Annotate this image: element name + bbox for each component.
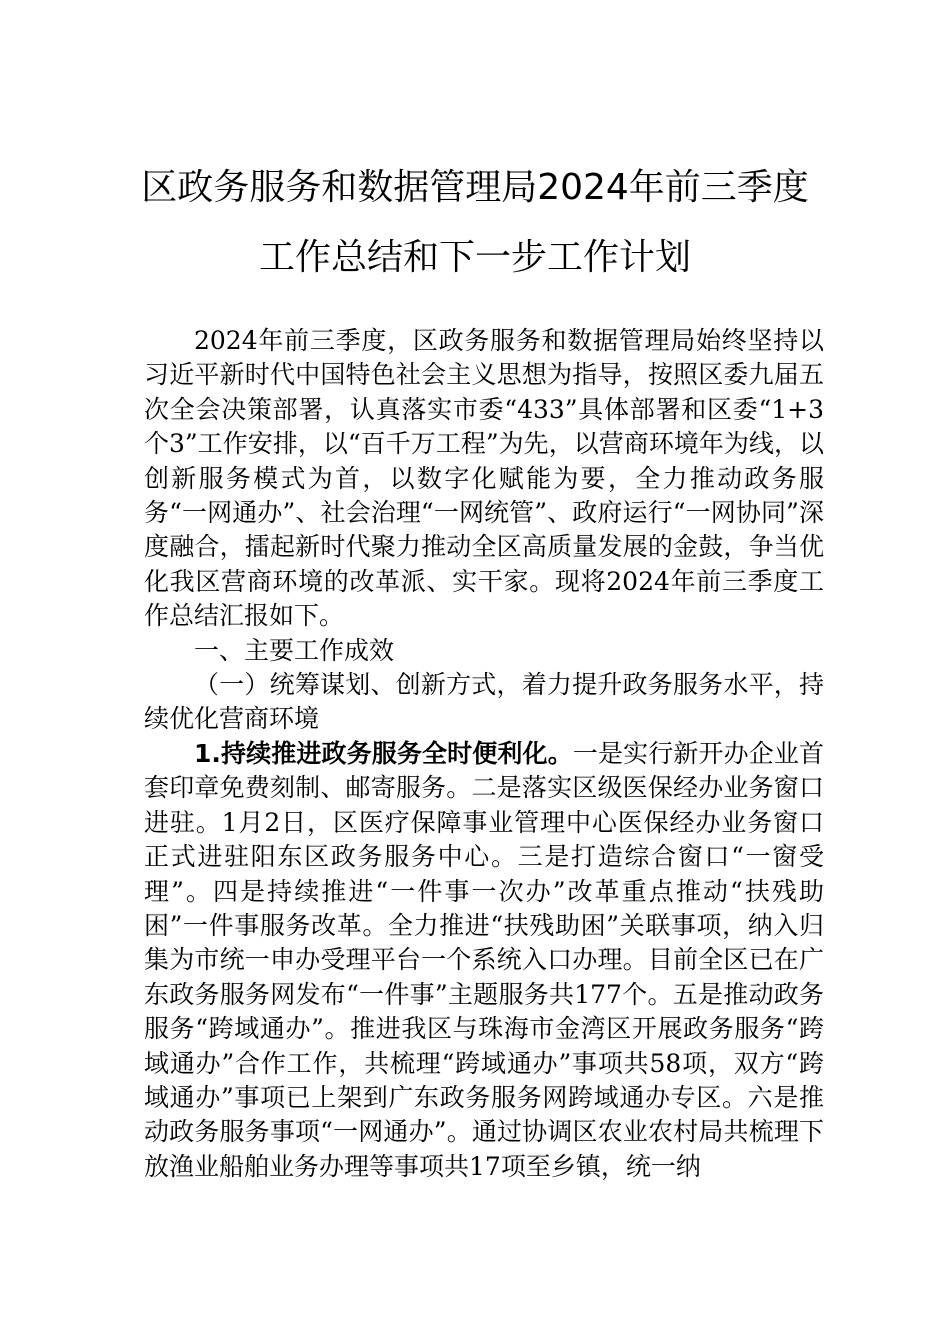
intro-paragraph: 2024年前三季度，区政务服务和数据管理局始终坚持以习近平新时代中国特色社会主义思想为指导，按照区委九届五次全会决策部署，认真落实市委“433”具体部署和区委“1+3个3”工作安排，以“百千万工程”为先，以营商环境年为线，以创新服务模式为首，以数字化赋能为要，全力推动政务服务“一网通办”、社会治理“一网统管”、政府运行“一网协同”深度融合，擂起新时代聚力推动全区高质量发展的金鼓，争当优化我区营商环境的改革派、实干家。现将2024年前三季度工作总结汇报如下。 [144, 326, 824, 631]
document-title-line-2: 工作总结和下一步工作计划 [258, 237, 691, 278]
document-title-line-1: 区政务服务和数据管理局2024年前三季度 [141, 167, 809, 208]
item-paragraph [144, 737, 824, 1184]
subsection-heading: （一）统筹谋划、创新方式，着力提升政务服务水平，持续优化营商环境 [144, 670, 824, 734]
section-heading: 一、主要工作成效 [194, 635, 395, 665]
item-lead: 1.持续推进政务服务全时便利化。 [194, 738, 573, 768]
document-body [144, 324, 824, 1184]
item-text: 一是实行新开办企业首套印章免费刻制、邮寄服务。二是落实区级医保经办业务窗口进驻。1月2日，区医疗保障事业管理中心医保经办业务窗口正式进驻阳东区政务服务中心。三是打造综合窗口“一窗受理”。四是持续推进“一件事一次办”改革重点推动“扶残助困”一件事服务改革。全力推进“扶残助困”关联事项，纳入归集为市统一申办受理平台一个系统入口办理。目前全区已在广东政务服务网发布“一件事”主题服务共177个。五是推动政务服务“跨域通办”。推进我区与珠海市金湾区开展政务服务“跨域通办”合作工作，共梳理“跨域通办”事项共58项，双方“跨域通办”事项已上架到广东政务服务网跨域通办专区。六是推动政务服务事项“一网通办”。通过协调区农业农村局共梳理下放渔业船舶业务办理等事项共17项至乡镇，统一纳 [144, 738, 824, 1181]
